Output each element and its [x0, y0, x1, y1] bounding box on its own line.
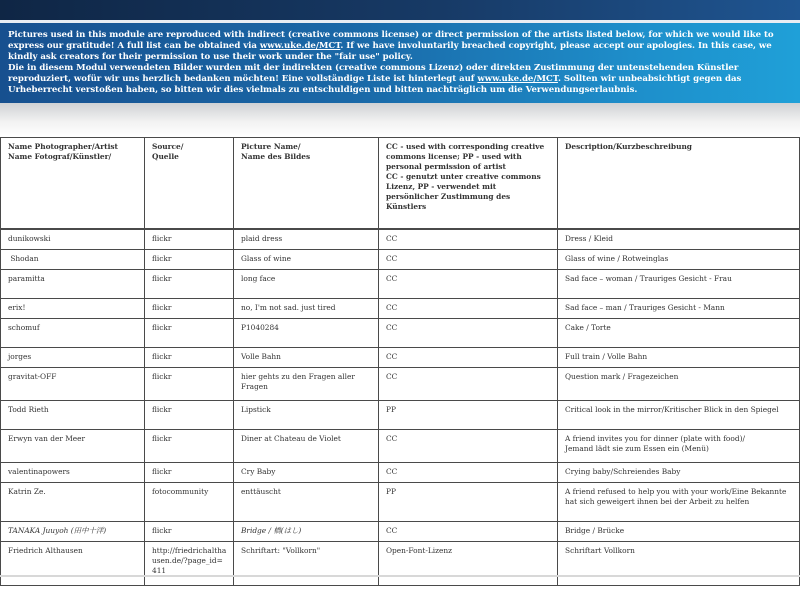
cell-artist: dunikowski: [1, 229, 145, 250]
cell-source: flickr: [145, 270, 234, 299]
cell-artist: Katrin Ze.: [1, 483, 145, 522]
copyright-notice-banner: [0, 23, 800, 103]
top-title-bar: [0, 0, 800, 20]
cell-picture: P1040284: [234, 319, 379, 348]
cell-license: PP: [379, 483, 558, 522]
cell-artist: Friedrich Althausen: [1, 542, 145, 586]
cell-license: CC: [379, 250, 558, 270]
cell-source: flickr: [145, 250, 234, 270]
table-row: [1, 299, 800, 319]
cell-license: CC: [379, 319, 558, 348]
cell-description: Bridge / Brücke: [558, 522, 800, 542]
cell-artist: Todd Rieth: [1, 401, 145, 430]
mct-link-english[interactable]: www.uke.de/MCT: [259, 41, 341, 51]
notice-en-text-1: Pictures used in this module are reproduced with indirect (creative commons license) or direct permission of the artists listed below, for which we would like to express our gratitude! A full list can be obtained via: [8, 30, 774, 51]
cell-license: CC: [379, 299, 558, 319]
cell-picture: no, I'm not sad. just tired: [234, 299, 379, 319]
cell-artist: valentinapowers: [1, 463, 145, 483]
cell-picture: Bridge / 橋(はし): [234, 522, 379, 542]
notice-de-text-1: Die in diesem Modul verwendeten Bilder wurden mit der indirekten (creative commons Lizenz) oder direkten Zustimmung der untenstehenden Künstler reproduziert, wofür wir uns herzlich bedanken möchten! Eine vollständige Liste ist hinterlegt auf: [8, 63, 739, 84]
cell-description: Critical look in the mirror/Kritischer Blick in den Spiegel: [558, 401, 800, 430]
cell-artist: paramitta: [1, 270, 145, 299]
table-row: [1, 463, 800, 483]
cell-picture: plaid dress: [234, 229, 379, 250]
cell-picture: hier gehts zu den Fragen aller Fragen: [234, 368, 379, 401]
table-row: [1, 229, 800, 250]
cell-picture: Volle Bahn: [234, 348, 379, 368]
cell-source: flickr: [145, 401, 234, 430]
cell-description: Glass of wine / Rotweinglas: [558, 250, 800, 270]
cell-picture: Schriftart: "Vollkorn": [234, 542, 379, 586]
cell-source: flickr: [145, 430, 234, 463]
table-row: [1, 250, 800, 270]
mct-link-german[interactable]: www.uke.de/MCT: [477, 74, 558, 84]
table-bottom-shadow: [0, 575, 800, 577]
cell-picture: long face: [234, 270, 379, 299]
table-header-row: [1, 138, 800, 230]
cell-license: CC: [379, 348, 558, 368]
cell-description: Question mark / Fragezeichen: [558, 368, 800, 401]
cell-source-link[interactable]: http://friedrichalthausen.de/?page_id=411: [145, 542, 234, 586]
table-row: [1, 522, 800, 542]
table-row: [1, 542, 800, 586]
image-credits-table: [0, 137, 800, 586]
cell-description: Schriftart Vollkorn: [558, 542, 800, 586]
banner-shadow: [0, 103, 800, 137]
cell-source: flickr: [145, 319, 234, 348]
cell-description: Dress / Kleid: [558, 229, 800, 250]
table-row: [1, 270, 800, 299]
copyright-notice-english: [8, 30, 792, 63]
cell-source: flickr: [145, 299, 234, 319]
cell-license: CC: [379, 522, 558, 542]
cell-source: flickr: [145, 229, 234, 250]
cell-license: PP: [379, 401, 558, 430]
cell-artist: jorges: [1, 348, 145, 368]
cell-description: A friend invites you for dinner (plate with food)/ Jemand lädt sie zum Essen ein (Menü): [558, 430, 800, 463]
cell-artist: schomuf: [1, 319, 145, 348]
cell-source: flickr: [145, 348, 234, 368]
header-picture-name: Picture Name/ Name des Bildes: [234, 138, 379, 230]
cell-license: CC: [379, 229, 558, 250]
cell-description: Sad face – man / Trauriges Gesicht - Mann: [558, 299, 800, 319]
notice-de-text-2: . Sollten wir unbeabsichtigt gegen das Urheberrecht verstoßen haben, so bitten wir dies vielmals zu entschuldigen und bitten nachträglich um die Verwendungserlaubnis.: [8, 74, 742, 95]
cell-picture: enttäuscht: [234, 483, 379, 522]
cell-picture: Lipstick: [234, 401, 379, 430]
cell-description: Full train / Volle Bahn: [558, 348, 800, 368]
table-row: [1, 483, 800, 522]
table-row: [1, 348, 800, 368]
cell-description: Cake / Torte: [558, 319, 800, 348]
copyright-notice-german: [8, 63, 792, 96]
cell-source: flickr: [145, 368, 234, 401]
cell-source: flickr: [145, 463, 234, 483]
cell-description: A friend refused to help you with your work/Eine Bekannte hat sich geweigert ihnen bei der Arbeit zu helfen: [558, 483, 800, 522]
cell-artist: Erwyn van der Meer: [1, 430, 145, 463]
cell-picture: Cry Baby: [234, 463, 379, 483]
cell-description: Sad face – woman / Trauriges Gesicht - Frau: [558, 270, 800, 299]
header-artist: Name Photographer/Artist Name Fotograf/Künstler/: [1, 138, 145, 230]
cell-license: CC: [379, 463, 558, 483]
notice-en-text-2: . If we have involuntarily breached copyright, please accept our apologies. In this case, we kindly ask creators for their permission to use their work under the "fair use" policy.: [8, 41, 772, 62]
cell-picture: Diner at Chateau de Violet: [234, 430, 379, 463]
cell-license: CC: [379, 430, 558, 463]
header-description: Description/Kurzbeschreibung: [558, 138, 800, 230]
cell-artist: TANAKA Juuyoh (田中十洋): [1, 522, 145, 542]
table-row: [1, 401, 800, 430]
cell-artist: Shodan: [1, 250, 145, 270]
table-row: [1, 368, 800, 401]
cell-license: CC: [379, 270, 558, 299]
cell-artist: gravitat-OFF: [1, 368, 145, 401]
cell-artist: erix!: [1, 299, 145, 319]
header-license: CC - used with corresponding creative commons license; PP - used with personal permission of artist CC - genutzt unter creative commons Lizenz, PP - verwendet mit persönlicher Zustimmung des Künstlers: [379, 138, 558, 230]
cell-license: Open-Font-Lizenz: [379, 542, 558, 586]
cell-license: CC: [379, 368, 558, 401]
table-row: [1, 430, 800, 463]
cell-source: flickr: [145, 522, 234, 542]
cell-picture: Glass of wine: [234, 250, 379, 270]
header-source: Source/ Quelle: [145, 138, 234, 230]
cell-description: Crying baby/Schreiendes Baby: [558, 463, 800, 483]
cell-source: fotocommunity: [145, 483, 234, 522]
table-row: [1, 319, 800, 348]
